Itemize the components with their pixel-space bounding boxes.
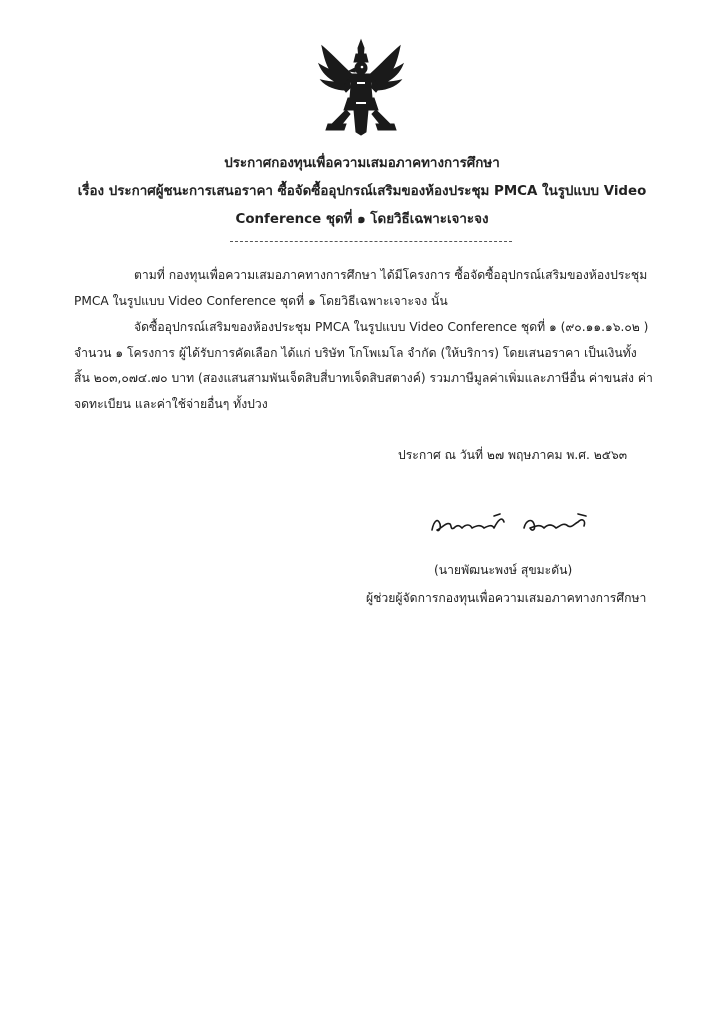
dashed-divider xyxy=(230,241,512,242)
body-paragraph-2-line-4: จดทะเบียน และค่าใช้จ่ายอื่นๆ ทั้งปวง xyxy=(74,397,268,411)
announcement-heading: ประกาศกองทุนเพื่อความเสมอภาคทางการศึกษา xyxy=(224,156,500,171)
body-paragraph-2-line-3: สิ้น ๒๐๓,๐๗๔.๗๐ บาท (สองแสนสามพันเจ็ดสิบสี่บาทเจ็ดสิบสตางค์) รวมภาษีมูลค่าเพิ่มและภาษีอื่น ค่าขนส่ง ค่า xyxy=(74,371,653,385)
subject-line-2: Conference ชุดที่ ๑ โดยวิธีเฉพาะเจาะจง xyxy=(235,212,489,227)
signer-position: ผู้ช่วยผู้จัดการกองทุนเพื่อความเสมอภาคทางการศึกษา xyxy=(366,591,647,605)
body-paragraph-2-line-1: จัดซื้ออุปกรณ์เสริมของห้องประชุม PMCA ในรูปแบบ Video Conference ชุดที่ ๑ (๙๐.๑๑.๑๖.๐๒ ) xyxy=(134,320,649,334)
garuda-emblem-icon xyxy=(316,38,406,136)
body-paragraph-1-line-2: PMCA ในรูปแบบ Video Conference ชุดที่ ๑ โดยวิธีเฉพาะเจาะจง นั้น xyxy=(74,294,448,308)
body-paragraph-1-line-1: ตามที่ กองทุนเพื่อความเสมอภาคทางการศึกษา ได้มีโครงการ ซื้อจัดซื้ออุปกรณ์เสริมของห้องประชุม xyxy=(134,268,648,282)
announcement-date: ประกาศ ณ วันที่ ๒๗ พฤษภาคม พ.ศ. ๒๕๖๓ xyxy=(398,448,628,462)
body-paragraph-2-line-2: จำนวน ๑ โครงการ ผู้ได้รับการคัดเลือก ได้แก่ บริษัท โกโพเมโล จำกัด (ให้บริการ) โดยเสนอราคา เป็นเงินทั้ง xyxy=(74,346,637,360)
signature-icon xyxy=(428,506,608,540)
signer-name: (นายพัฒนะพงษ์ สุขมะดัน) xyxy=(434,563,573,577)
subject-line-1: เรื่อง ประกาศผู้ชนะการเสนอราคา ซื้อจัดซื้ออุปกรณ์เสริมของห้องประชุม PMCA ในรูปแบบ Video xyxy=(77,184,647,199)
